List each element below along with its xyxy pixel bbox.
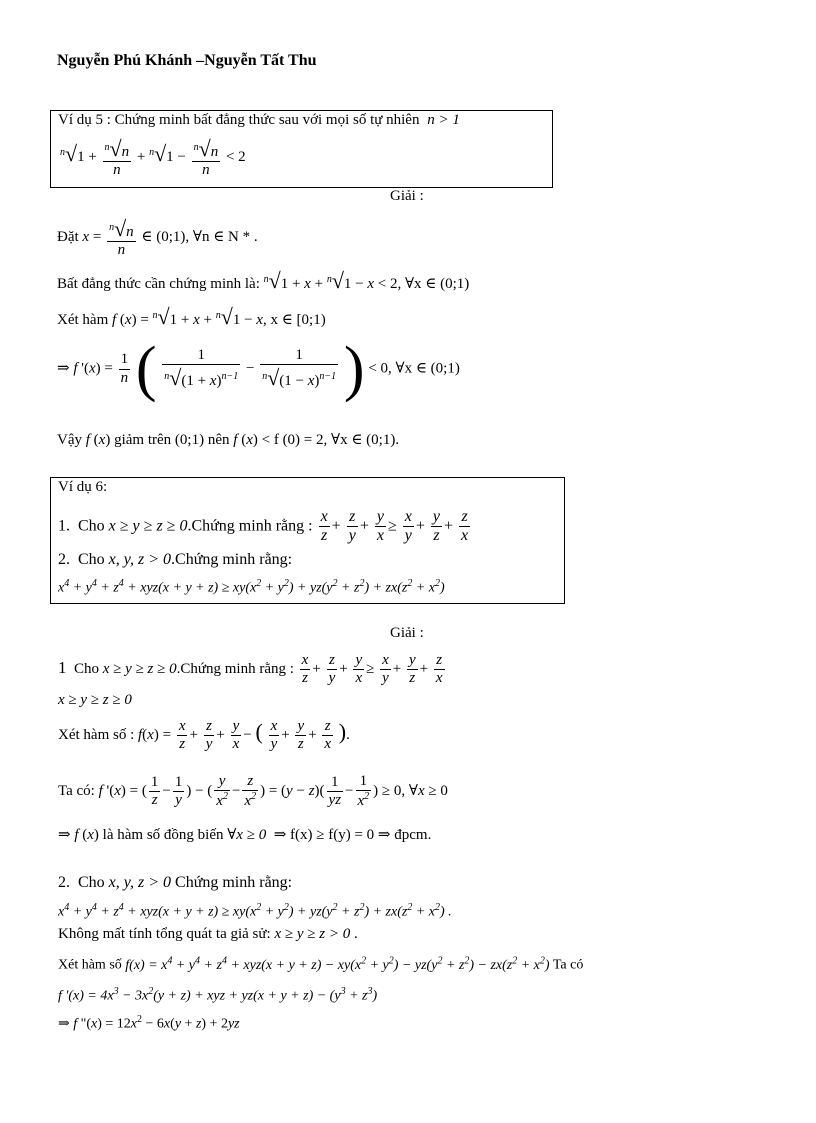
solution-6-inequality: $x^4 + y^4 + z^4 + xyz(x + y + z) \ge xy(x^2 + y^2) + yz(y^2 + z^2) + zx(z^2 + x^2)$ .	[58, 902, 452, 920]
sol6-wlog: Không mất tính tổng quát ta giả sử:	[58, 926, 271, 942]
example-5-condition: n > 1	[427, 112, 460, 128]
set-label: Đặt	[57, 229, 79, 246]
solution-6-increasing: ⇒ f (x) là hàm số đồng biến ∀x ≥ 0 ⇒ f(x) ≥ f(y) = 0 ⇒ đpcm.	[58, 827, 432, 843]
solution-6-part-2-statement	[58, 874, 292, 892]
sol6-wlog-cond: x ≥ y ≥ z > 0	[274, 926, 351, 942]
solution-5-derivative: ⇒ f '(x) = $\frac{1}{n}$ ( $\frac{1}{^n√(1 + x)^{n-1}}$ − $\frac{1}{^n√(1 - x)^{n-1}}$ ) < 0, ∀x ∈ (0;1)	[57, 335, 460, 403]
ex6-p1-cond: x ≥ y ≥ z ≥ 0	[108, 517, 188, 535]
concl-d: < f (0) = 2, ∀x ∈ (0;1).	[261, 432, 400, 448]
sol6-inc-b: ∀x ≥ 0	[227, 827, 267, 843]
example-5-inequality: $^n$√1 + $\frac{^n√n}{n}$ + $^n$√1 − $\frac{^n√n}{n}$ < 2	[60, 136, 246, 179]
solution-5-title: Giải :	[390, 188, 424, 204]
example-5-statement	[58, 112, 460, 129]
concl-a: Vậy	[57, 432, 82, 448]
ex6-p1-num: 1.	[58, 517, 70, 535]
need-tail: < 2, ∀x ∈ (0;1)	[377, 276, 470, 292]
solution-5-substitution: Đặt x = $\frac{^n√n}{n}$ ∈ (0;1), ∀n ∈ N * .	[57, 216, 258, 259]
sol6-fn2-label: Xét hàm số	[58, 957, 122, 973]
example-6-part-1: 1. Cho x ≥ y ≥ z ≥ 0.Chứng minh rằng : $\frac{x}{z}$ + $\frac{z}{y}$ + $\frac{y}{x}$ ≥ $\frac{x}{y}$ + $\frac{y}{z}$ + $\frac{z}{x}$	[58, 508, 469, 545]
solution-5-conclusion: Vậy f (x) giảm trên (0;1) nên f (x) < f (0) = 2, ∀x ∈ (0;1).	[57, 432, 400, 448]
sol6-inc-a: là hàm số đồng biến	[102, 827, 224, 843]
solution-6-function: Xét hàm số : f(x) = $\frac{x}{z}$ + $\frac{z}{y}$ + $\frac{y}{x}$ − ( $\frac{x}{y}$ + $\frac{y}{z}$ + $\frac{z}{x}$ ).	[58, 718, 350, 753]
solution-5-function: Xét hàm f (x) = $^n$√1 + x + $^n$√1 − x, x ∈ [0;1)	[57, 304, 326, 329]
solution-6-first-derivative: f '$(x) = 4x^3 - 3x^2(y + z)$ + xyz + $yz(x + y + z) - (y^3 + z^3)$	[58, 986, 378, 1004]
ex6-p2-text: Cho	[78, 551, 105, 568]
solution-6-part-1-statement: 1 Cho x ≥ y ≥ z ≥ 0.Chứng minh rằng : $\frac{x}{z}$ + $\frac{z}{y}$ + $\frac{y}{x}$ ≥ $\frac{x}{y}$ + $\frac{y}{z}$ + $\frac{z}{x}$	[58, 652, 443, 687]
solution-6-condition: x ≥ y ≥ z ≥ 0	[58, 692, 132, 708]
ex6-p1-prove: .Chứng minh rằng :	[187, 517, 313, 535]
fn-label: Xét hàm	[57, 312, 109, 328]
ex6-p2-prove: .Chứng minh rằng:	[171, 551, 293, 568]
example-6-part-2	[58, 551, 292, 569]
solution-6-function-2: Xét hàm số $f(x) = x^4 + y^4 + z^4 + xyz(x + y + z) - xy(x^2 + y^2) - yz(y^2 + z^2) - zx(z^2 + x^2)$ Ta có	[58, 955, 584, 973]
example-6-title: Ví dụ 6:	[58, 479, 108, 495]
ex6-p1-text: Cho	[78, 517, 105, 535]
sol6-p1-text: Cho	[74, 661, 100, 678]
sol6-p1-cond: x ≥ y ≥ z ≥ 0	[102, 661, 177, 678]
example-5-bound: < 2	[225, 149, 246, 166]
sol6-p1-prove: .Chứng minh rằng :	[176, 661, 294, 678]
sol6-fn2-tail: Ta có	[552, 957, 584, 973]
solution-6-wlog: Không mất tính tổng quát ta giả sử: x ≥ y ≥ z > 0 .	[58, 926, 358, 942]
solution-5-need: Bất đẳng thức cần chứng minh là: $^n$√1 + x + $^n$√1 − x < 2, ∀x ∈ (0;1)	[57, 268, 470, 293]
need-label: Bất đẳng thức cần chứng minh là:	[57, 276, 260, 292]
sol6-p2-text: Cho	[78, 874, 105, 891]
ex6-p2-num: 2.	[58, 551, 70, 568]
sol6-p2-prove: Chứng minh rằng:	[175, 874, 293, 891]
example-5-text: Ví dụ 5 : Chứng minh bất đẳng thức sau với mọi số tự nhiên	[58, 112, 420, 128]
sol6-fn-label: Xét hàm số :	[58, 727, 135, 744]
solution-6-second-derivative: ⇒ f "$(x) = 12x^2 - 6x(y + z) + 2yz$	[58, 1014, 240, 1032]
sol6-inc-c: ⇒ f(x) ≥ f(y) = 0 ⇒ đpcm.	[273, 827, 432, 843]
solution-6-title: Giải :	[390, 625, 424, 641]
fn-tail: x ∈ [0;1)	[270, 312, 326, 328]
concl-c: nên	[207, 432, 230, 448]
sol6-p2-cond: x, y, z > 0	[108, 874, 172, 891]
deriv-tail: < 0, ∀x ∈ (0;1)	[368, 360, 460, 377]
example-6-inequality: $x^4 + y^4 + z^4 + xyz(x + y + z) \ge xy(x^2 + y^2) + yz(y^2 + z^2) + zx(z^2 + x^2)$	[58, 578, 445, 596]
sol6-p1-num: 1	[58, 658, 67, 678]
page-header-authors: Nguyễn Phú Khánh –Nguyễn Tất Thu	[57, 52, 317, 69]
solution-6-derivative: Ta có: f '(x) = ( $\frac{1}{z}$ − $\frac{1}{y}$ ) − ( $\frac{y}{x^2}$ − $\frac{z}{x^2}$ ) = (y − z)( $\frac{1}{yz}$ − $\frac{1}{x^2}$ ) ≥ 0, ∀x ≥ 0	[58, 773, 448, 810]
concl-b: giảm trên	[114, 432, 172, 448]
set-tail: ∈ (0;1), ∀n ∈ N * .	[141, 229, 258, 246]
sol6-p2-num: 2.	[58, 874, 70, 891]
ex6-p2-cond: x, y, z > 0	[108, 551, 172, 568]
sol6-taco-label: Ta có:	[58, 783, 95, 800]
